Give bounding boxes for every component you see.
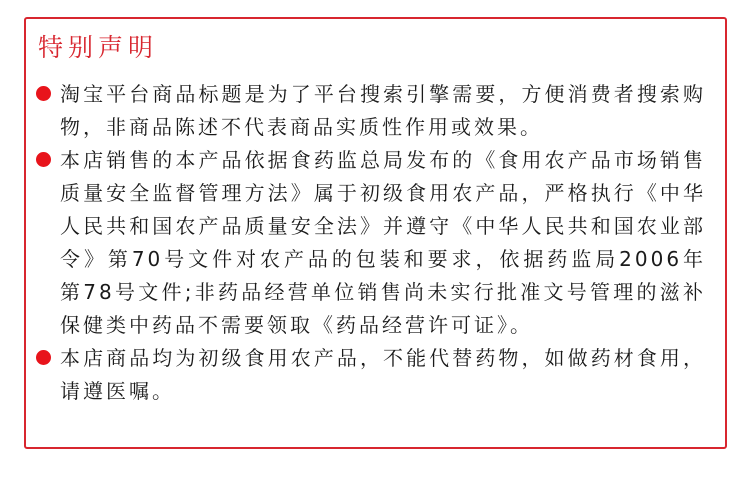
paragraph-text: 淘宝平台商品标题是为了平台搜索引擎需要，方便消费者搜索购物，非商品陈述不代表商品实质性作用或效果。 xyxy=(60,82,706,139)
notice-paragraph-2 xyxy=(60,144,706,342)
red-dot-bullet-icon xyxy=(36,350,51,365)
paragraph-text: 本店销售的本产品依据食药监总局发布的《食用农产品市场销售质量安全监督管理方法》属于初级食用农产品，严格执行《中华人民共和国农产品质量安全法》并遵守《中华人民共和国农业部令》第70号文件对农产品的包装和要求，依据药监局2006年 第78号文件;非药品经营单位销售尚未实行批准文号管理的滋补保健类中药品不需要领取《药品经营许可证》。 xyxy=(60,148,706,337)
notice-title: 特别声明 xyxy=(38,33,159,62)
paragraph-text: 本店商品均为初级食用农产品，不能代替药物，如做药材食用，请遵医嘱。 xyxy=(60,346,706,403)
red-dot-bullet-icon xyxy=(36,152,51,167)
red-dot-bullet-icon xyxy=(36,86,51,101)
notice-paragraph-3 xyxy=(60,342,706,408)
notice-body xyxy=(60,78,706,408)
notice-paragraph-1 xyxy=(60,78,706,144)
